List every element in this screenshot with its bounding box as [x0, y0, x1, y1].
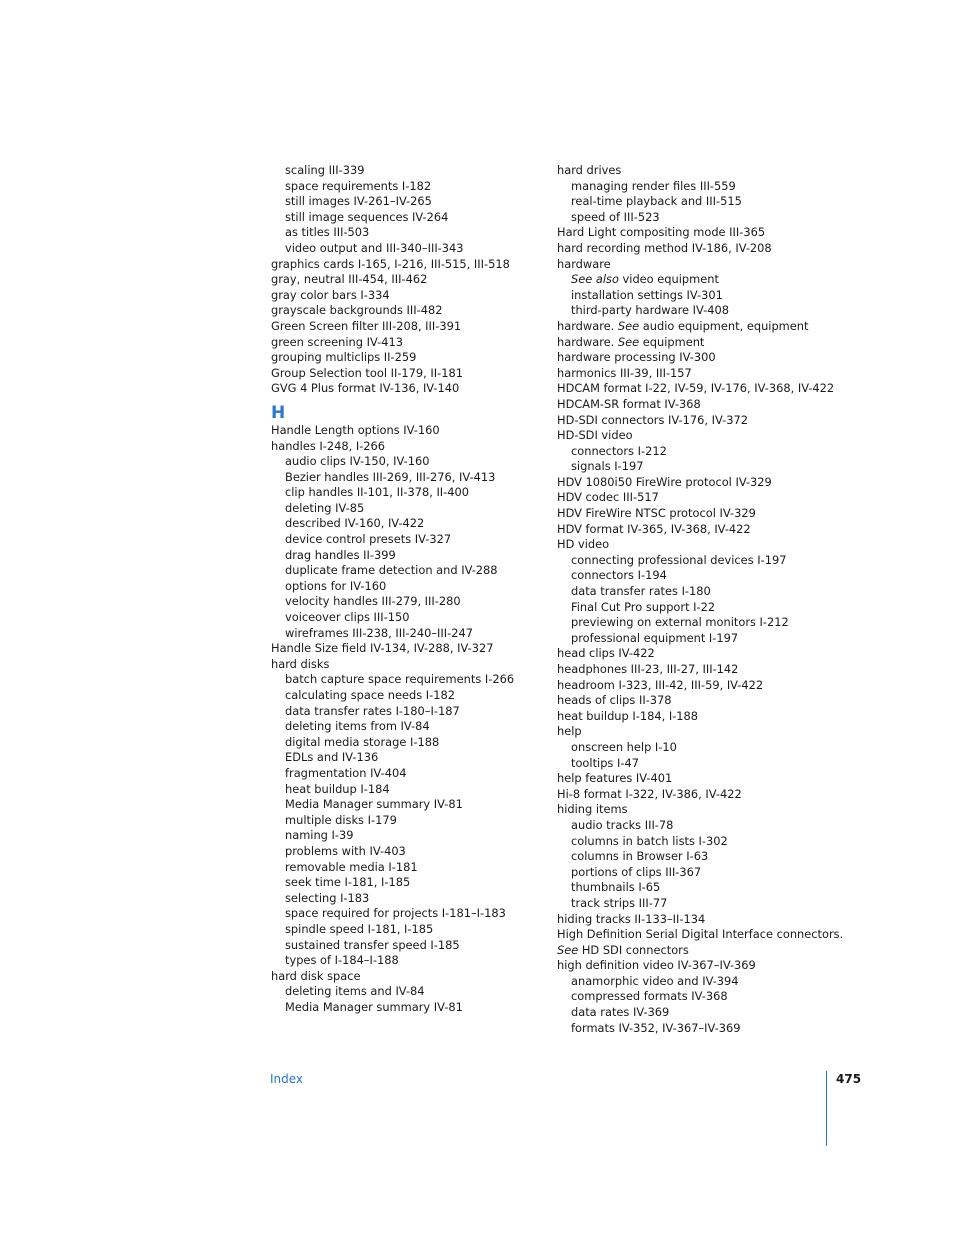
index-entry-text: Group Selection tool II-179, II-181 — [271, 365, 463, 380]
index-entry-text: data rates IV-369 — [571, 1005, 670, 1020]
index-entry-text: Media Manager summary IV-81 — [285, 797, 463, 812]
index-subentry — [271, 719, 541, 735]
index-entry-text: hard disk space — [271, 968, 361, 983]
index-entry-text: thumbnails I-65 — [571, 880, 661, 895]
index-subentry — [557, 194, 827, 210]
index-entry-text: formats IV-352, IV-367–IV-369 — [571, 1020, 741, 1035]
index-entry-text: Final Cut Pro support I-22 — [571, 599, 716, 614]
index-subentry — [271, 922, 541, 938]
index-entry-text: audio clips IV-150, IV-160 — [285, 454, 430, 469]
index-entry-text: HD SDI connectors — [578, 942, 689, 957]
index-subentry — [557, 444, 827, 460]
index-subentry — [557, 756, 827, 772]
index-entry-text: naming I-39 — [285, 828, 354, 843]
index-entry-text: spindle speed I-181, I-185 — [285, 921, 434, 936]
index-subentry — [271, 704, 541, 720]
index-entry — [271, 288, 541, 304]
index-entry-text: columns in batch lists I-302 — [571, 833, 728, 848]
index-entry — [557, 241, 827, 257]
index-subentry — [271, 1000, 541, 1016]
index-subentry — [271, 891, 541, 907]
index-entry-text: duplicate frame detection and IV-288 — [285, 563, 498, 578]
index-subentry — [557, 600, 827, 616]
index-entry-text: described IV-160, IV-422 — [285, 516, 425, 531]
see-reference: See — [557, 942, 579, 957]
index-entry-text: video equipment — [618, 272, 719, 287]
index-subentry — [557, 974, 827, 990]
index-entry-text: HDV format IV-365, IV-368, IV-422 — [557, 521, 751, 536]
index-entry-text: calculating space needs I-182 — [285, 688, 456, 702]
index-subentry — [271, 782, 541, 798]
index-entry-text: graphics cards I-165, I-216, III-515, III-518 — [271, 256, 510, 271]
index-subentry — [271, 563, 541, 579]
index-entry-text: High Definition Serial Digital Interface connectors. — [557, 927, 844, 942]
index-entry-text: as titles III-503 — [285, 225, 370, 240]
index-subentry — [557, 568, 827, 584]
index-subentry — [271, 485, 541, 501]
index-entry-text: green screening IV-413 — [271, 334, 403, 349]
index-entry — [271, 641, 541, 657]
index-entry-text: data transfer rates I-180–I-187 — [285, 703, 460, 718]
index-entry-text: audio equipment, equipment — [639, 318, 809, 333]
index-subentry — [557, 272, 827, 288]
index-entry-text: space requirements I-182 — [285, 178, 432, 193]
index-entry-text: tooltips I-47 — [571, 755, 639, 770]
index-entry-text: HD video — [557, 537, 610, 552]
index-subentry — [271, 194, 541, 210]
index-column-right — [557, 163, 844, 1036]
index-entry-text: Media Manager summary IV-81 — [285, 999, 463, 1014]
index-entry-text: grayscale backgrounds III-482 — [271, 303, 443, 318]
index-entry-text: harmonics III-39, III-157 — [557, 365, 692, 380]
index-entry — [557, 522, 827, 538]
index-entry-text: gray color bars I-334 — [271, 287, 390, 302]
index-entry — [557, 693, 827, 709]
index-subentry — [557, 896, 827, 912]
index-entry-text: HDCAM-SR format IV-368 — [557, 396, 701, 411]
index-entry-text: anamorphic video and IV-394 — [571, 973, 739, 988]
index-entry-text: hard drives — [557, 163, 622, 177]
footer-section-title: Index — [270, 1072, 304, 1086]
index-entry-text: HD-SDI connectors IV-176, IV-372 — [557, 412, 748, 427]
index-subentry — [271, 241, 541, 257]
index-subentry — [271, 610, 541, 626]
index-entry — [557, 787, 827, 803]
index-entry-text: onscreen help I-10 — [571, 739, 677, 754]
index-entry-text: connecting professional devices I-197 — [571, 552, 787, 567]
index-entry-text: device control presets IV-327 — [285, 532, 452, 547]
index-entry — [557, 397, 827, 413]
index-subentry — [271, 735, 541, 751]
index-entry-text: HDV FireWire NTSC protocol IV-329 — [557, 506, 756, 521]
index-entry-text: connectors I-212 — [571, 443, 667, 458]
index-entry — [557, 413, 827, 429]
index-entry-text: heat buildup I-184, I-188 — [557, 708, 699, 723]
index-subentry — [271, 875, 541, 891]
index-subentry — [557, 553, 827, 569]
index-subentry — [271, 501, 541, 517]
index-entry-text: drag handles II-399 — [285, 547, 396, 562]
index-entry — [557, 662, 827, 678]
index-entry — [557, 319, 827, 335]
index-entry-text: HDV codec III-517 — [557, 490, 659, 505]
index-subentry — [271, 984, 541, 1000]
index-subentry — [271, 470, 541, 486]
index-entry-text: managing render files III-559 — [571, 178, 736, 193]
index-entry-text: seek time I-181, I-185 — [285, 875, 411, 890]
index-entry-text: signals I-197 — [571, 459, 644, 474]
index-entry — [557, 163, 827, 179]
index-entry-text: deleting items from IV-84 — [285, 719, 430, 734]
index-entry-text: still images IV-261–IV-265 — [285, 194, 432, 209]
index-subentry — [271, 766, 541, 782]
index-subentry — [271, 938, 541, 954]
index-entry-text: hard disks — [271, 656, 330, 671]
index-entry — [557, 506, 827, 522]
index-subentry — [557, 179, 827, 195]
index-entry-text: Handle Length options IV-160 — [271, 422, 440, 437]
index-entry — [271, 366, 541, 382]
see-reference: See also — [571, 272, 619, 287]
index-entry-text: video output and III-340–III-343 — [285, 240, 464, 255]
index-subentry — [271, 454, 541, 470]
index-subentry — [271, 163, 541, 179]
index-entry-text: grouping multiclips II-259 — [271, 350, 417, 365]
index-entry-text: Bezier handles III-269, III-276, IV-413 — [285, 469, 496, 484]
index-letter-heading: H — [271, 402, 286, 423]
index-subentry — [557, 1021, 827, 1037]
index-entry — [557, 366, 827, 382]
index-subentry — [271, 210, 541, 226]
index-subentry — [557, 834, 827, 850]
index-entry-text: high definition video IV-367–IV-369 — [557, 958, 756, 973]
index-entry — [271, 381, 541, 397]
index-subentry — [557, 288, 827, 304]
index-entry-text: velocity handles III-279, III-280 — [285, 594, 461, 609]
index-subentry — [557, 818, 827, 834]
index-subentry — [271, 797, 541, 813]
index-entry-text: equipment — [639, 334, 705, 349]
index-entry — [557, 225, 827, 241]
index-entry-text: digital media storage I-188 — [285, 734, 440, 749]
index-entry — [557, 335, 827, 351]
index-entry — [557, 381, 835, 397]
index-entry — [271, 257, 541, 273]
index-entry-text: help — [557, 724, 582, 739]
index-entry-text: deleting items and IV-84 — [285, 984, 425, 999]
index-entry-text: clip handles II-101, II-378, II-400 — [285, 485, 470, 500]
index-subentry — [271, 844, 541, 860]
index-entry-text: handles I-248, I-266 — [271, 438, 386, 453]
index-entry — [557, 802, 827, 818]
index-entry-text: options for IV-160 — [285, 578, 387, 593]
index-subentry — [557, 615, 827, 631]
index-entry-text: hardware — [557, 256, 611, 271]
index-entry — [557, 646, 827, 662]
index-subentry — [557, 849, 827, 865]
index-entry-text: batch capture space requirements I-266 — [285, 672, 515, 687]
index-entry — [557, 724, 827, 740]
index-subentry — [271, 906, 541, 922]
index-entry-text: previewing on external monitors I-212 — [571, 615, 789, 630]
index-subentry — [271, 672, 541, 688]
index-entry — [557, 912, 827, 928]
index-entry — [271, 423, 541, 439]
index-entry — [557, 958, 827, 974]
index-entry-text: voiceover clips III-150 — [285, 610, 410, 625]
index-subentry — [271, 688, 541, 704]
page-number: 475 — [836, 1072, 862, 1086]
index-entry-text: still image sequences IV-264 — [285, 209, 449, 224]
index-entry-text: heads of clips II-378 — [557, 693, 672, 708]
index-subentry — [271, 626, 541, 642]
index-entry — [557, 537, 827, 553]
index-subentry — [557, 459, 827, 475]
index-subentry — [271, 548, 541, 564]
index-entry-text: HDV 1080i50 FireWire protocol IV-329 — [557, 474, 772, 489]
index-entry — [271, 335, 541, 351]
index-subentry — [271, 860, 541, 876]
index-entry-text: GVG 4 Plus format IV-136, IV-140 — [271, 381, 460, 396]
index-column-left — [271, 163, 541, 1015]
index-entry — [271, 319, 541, 335]
index-entry-text: compressed formats IV-368 — [571, 989, 728, 1004]
index-subentry — [557, 989, 827, 1005]
index-entry-text: Hard Light compositing mode III-365 — [557, 225, 766, 240]
index-entry — [557, 678, 827, 694]
index-entry-text: EDLs and IV-136 — [285, 750, 379, 765]
index-entry-text: Handle Size field IV-134, IV-288, IV-327 — [271, 641, 494, 656]
index-entry-text: removable media I-181 — [285, 859, 418, 874]
index-entry-text: headroom I-323, III-42, III-59, IV-422 — [557, 677, 764, 692]
index-entry-text: hardware processing IV-300 — [557, 350, 716, 365]
footer-divider — [826, 1071, 827, 1146]
index-entry-text: connectors I-194 — [571, 568, 667, 583]
index-entry-text: audio tracks III-78 — [571, 817, 674, 832]
see-reference: See — [617, 334, 640, 349]
index-entry — [271, 350, 541, 366]
index-subentry — [557, 1005, 827, 1021]
index-subentry — [557, 865, 827, 881]
index-entry-text: heat buildup I-184 — [285, 781, 390, 796]
index-entry-text: problems with IV-403 — [285, 843, 406, 858]
index-entry-text: head clips IV-422 — [557, 646, 655, 661]
index-entry-text: multiple disks I-179 — [285, 812, 397, 827]
index-entry — [271, 439, 541, 455]
index-subentry — [271, 594, 541, 610]
index-entry-text: track strips III-77 — [571, 895, 668, 910]
index-entry-text: fragmentation IV-404 — [285, 765, 407, 780]
index-entry — [557, 943, 827, 959]
index-subentry — [557, 740, 827, 756]
index-entry — [271, 657, 541, 673]
index-entry-text: sustained transfer speed I-185 — [285, 937, 460, 952]
index-entry-text: third-party hardware IV-408 — [571, 303, 729, 318]
index-entry-text: types of I-184–I-188 — [285, 953, 399, 968]
index-subentry — [557, 631, 827, 647]
see-reference: See — [617, 318, 640, 333]
index-subentry — [271, 828, 541, 844]
index-entry-text: portions of clips III-367 — [571, 864, 702, 879]
index-entry — [271, 303, 541, 319]
index-entry — [557, 350, 827, 366]
index-entry — [557, 475, 827, 491]
index-subentry — [271, 532, 541, 548]
index-subentry — [557, 584, 827, 600]
index-subentry — [271, 750, 541, 766]
index-entry-text: columns in Browser I-63 — [571, 849, 709, 864]
index-entry-text: installation settings IV-301 — [571, 287, 723, 302]
index-entry-text: professional equipment I-197 — [571, 630, 739, 645]
index-entry-text: space required for projects I-181–I-183 — [285, 906, 506, 921]
index-entry-text: Hi-8 format I-322, IV-386, IV-422 — [557, 786, 742, 801]
index-subentry — [271, 813, 541, 829]
index-entry-text: speed of III-523 — [571, 209, 660, 224]
index-entry — [557, 428, 827, 444]
index-entry-text: hiding tracks II-133–II-134 — [557, 911, 706, 926]
index-subentry — [271, 953, 541, 969]
index-entry-text: gray, neutral III-454, III-462 — [271, 272, 428, 287]
index-entry-term: hardware. — [557, 318, 618, 333]
index-entry — [557, 709, 827, 725]
index-entry-text: real-time playback and III-515 — [571, 194, 742, 209]
index-entry — [557, 257, 827, 273]
index-entry-text: Green Screen filter III-208, III-391 — [271, 318, 462, 333]
index-entry-text: selecting I-183 — [285, 890, 370, 905]
index-subentry — [557, 880, 827, 896]
index-entry-text: deleting IV-85 — [285, 500, 365, 515]
index-entry-text: headphones III-23, III-27, III-142 — [557, 662, 739, 676]
index-subentry — [557, 210, 827, 226]
index-entry-text: hard recording method IV-186, IV-208 — [557, 240, 772, 255]
index-entry-text: HDCAM format I-22, IV-59, IV-176, IV-368, IV-422 — [557, 381, 835, 396]
index-entry — [271, 272, 541, 288]
index-entry-term: hardware. — [557, 334, 618, 349]
index-entry-text: hiding items — [557, 802, 628, 817]
index-entry-text: scaling III-339 — [285, 163, 365, 177]
index-entry — [557, 490, 827, 506]
index-entry — [557, 927, 844, 943]
index-entry-text: help features IV-401 — [557, 771, 673, 786]
index-entry-text: data transfer rates I-180 — [571, 584, 711, 599]
index-entry-text: HD-SDI video — [557, 428, 633, 443]
index-entry-text: wireframes III-238, III-240–III-247 — [285, 625, 473, 640]
index-subentry — [557, 303, 827, 319]
index-entry — [271, 969, 541, 985]
index-subentry — [271, 179, 541, 195]
index-entry — [557, 771, 827, 787]
index-subentry — [271, 225, 541, 241]
index-subentry — [271, 579, 541, 595]
index-subentry — [271, 516, 541, 532]
